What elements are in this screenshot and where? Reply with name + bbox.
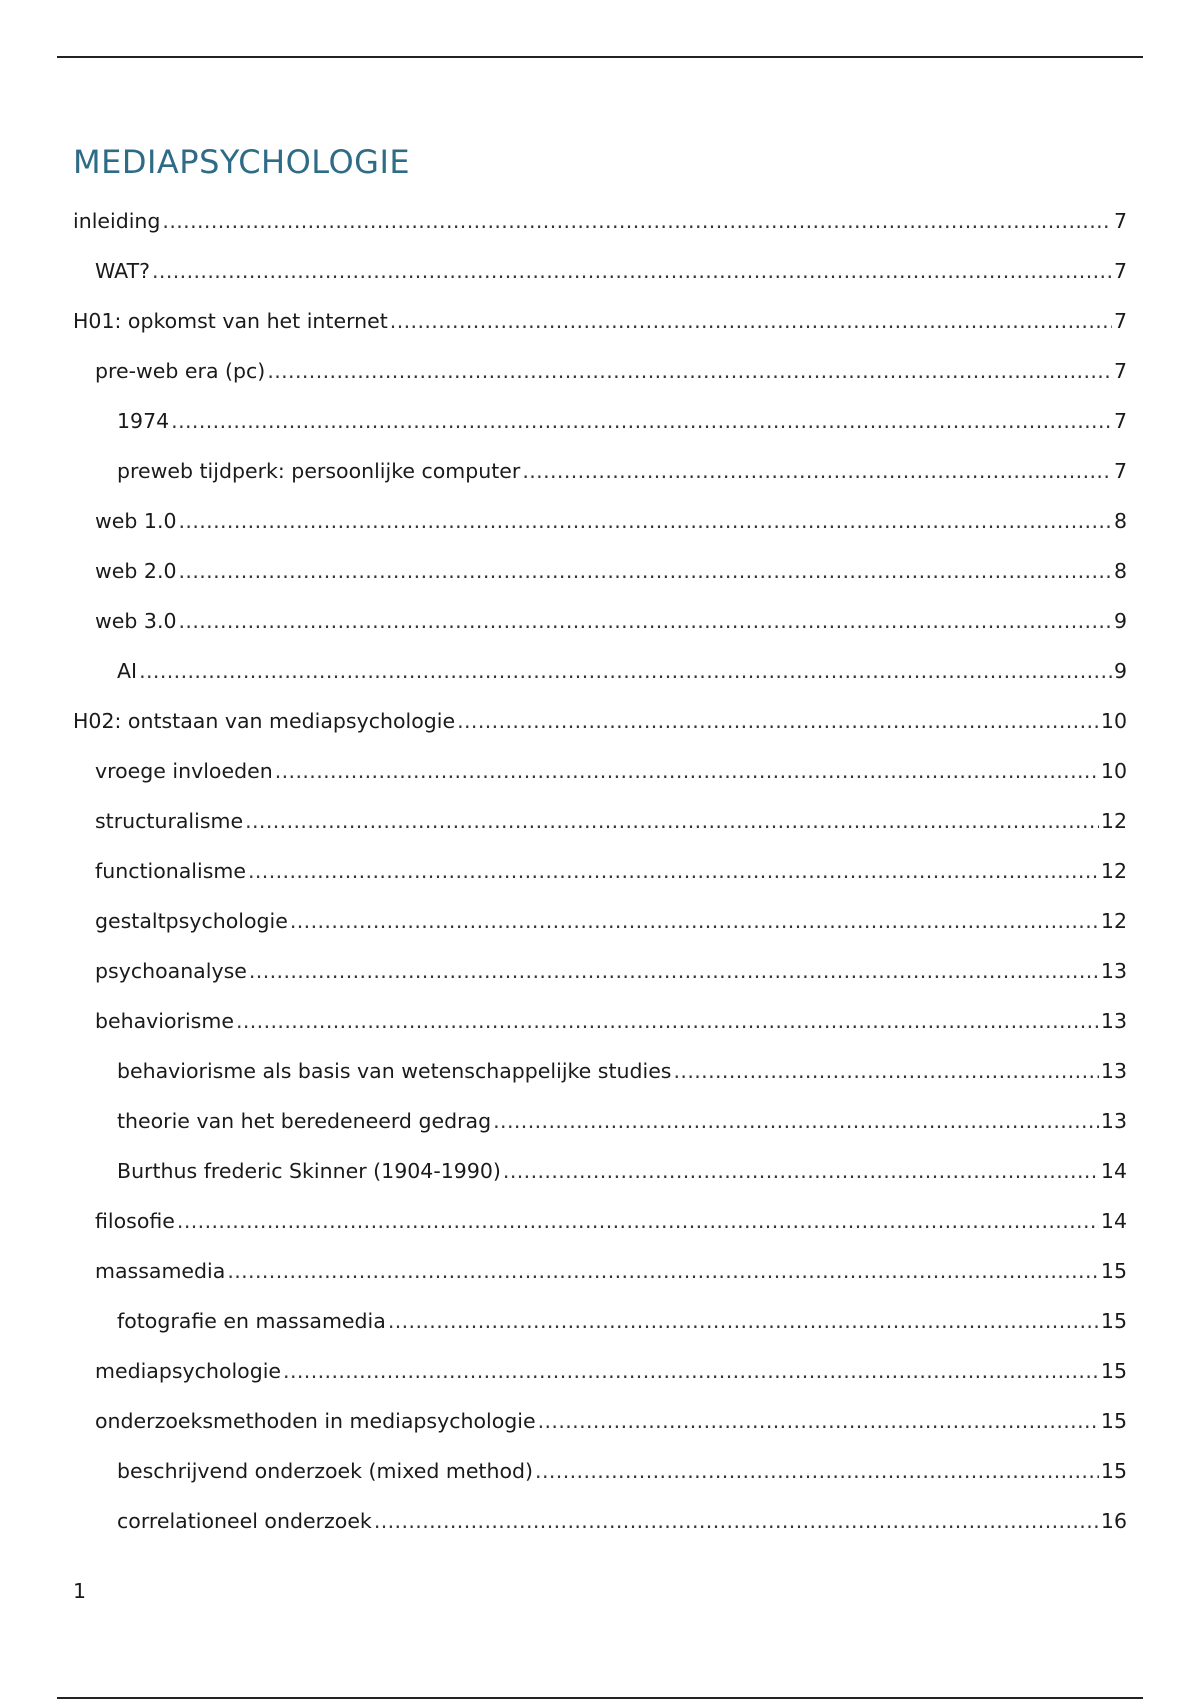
toc-entry[interactable]: [73, 203, 1127, 253]
toc-entry[interactable]: [73, 1453, 1127, 1503]
toc-dot-leader: [227, 1253, 1099, 1289]
toc-entry[interactable]: [73, 1303, 1127, 1353]
toc-entry-label: psychoanalyse: [95, 959, 247, 983]
toc-entry-label: pre-web era (pc): [95, 359, 266, 383]
toc-entry[interactable]: [73, 403, 1127, 453]
toc-entry-page: 12: [1100, 909, 1127, 933]
toc-entry-page: 9: [1113, 609, 1127, 633]
toc-dot-leader: [457, 703, 1099, 739]
toc-entry[interactable]: [73, 453, 1127, 503]
top-rule: [57, 56, 1143, 58]
toc-entry-label: preweb tijdperk: persoonlijke computer: [117, 459, 521, 483]
toc-entry-page: 7: [1113, 309, 1127, 333]
toc-entry-page: 13: [1100, 1059, 1127, 1083]
toc-entry-page: 9: [1113, 659, 1127, 683]
toc-entry-page: 7: [1113, 409, 1127, 433]
toc-entry[interactable]: [73, 603, 1127, 653]
toc-entry[interactable]: [73, 903, 1127, 953]
toc-entry[interactable]: [73, 253, 1127, 303]
toc-entry[interactable]: [73, 1253, 1127, 1303]
toc-entry-label: massamedia: [95, 1259, 226, 1283]
toc-entry-label: functionalisme: [95, 859, 246, 883]
toc-entry-label: gestaltpsychologie: [95, 909, 288, 933]
toc-entry[interactable]: [73, 1053, 1127, 1103]
toc-entry[interactable]: [73, 1153, 1127, 1203]
toc-entry-page: 8: [1113, 509, 1127, 533]
toc-dot-leader: [674, 1053, 1099, 1089]
toc-dot-leader: [390, 303, 1112, 339]
toc-dot-leader: [179, 553, 1112, 589]
toc-dot-leader: [522, 453, 1112, 489]
toc-dot-leader: [275, 753, 1099, 789]
toc-entry-page: 13: [1100, 1009, 1127, 1033]
toc-dot-leader: [139, 653, 1112, 689]
toc-entry-label: web 3.0: [95, 609, 177, 633]
toc-dot-leader: [538, 1403, 1099, 1439]
toc-entry-label: mediapsychologie: [95, 1359, 282, 1383]
toc-entry-label: Burthus frederic Skinner (1904-1990): [117, 1159, 501, 1183]
toc-dot-leader: [171, 403, 1112, 439]
toc-entry-page: 10: [1100, 759, 1127, 783]
toc-entry[interactable]: [73, 1203, 1127, 1253]
toc-entry-page: 13: [1100, 959, 1127, 983]
toc-entry-page: 10: [1100, 709, 1127, 733]
toc-entry[interactable]: [73, 703, 1127, 753]
toc-entry[interactable]: [73, 303, 1127, 353]
toc-entry-page: 7: [1113, 459, 1127, 483]
toc-dot-leader: [503, 1153, 1099, 1189]
toc-entry-label: AI: [117, 659, 138, 683]
toc-dot-leader: [152, 253, 1112, 289]
toc-entry-label: H02: ontstaan van mediapsychologie: [73, 709, 456, 733]
toc-dot-leader: [177, 1203, 1099, 1239]
toc-entry-page: 16: [1100, 1509, 1127, 1533]
toc-dot-leader: [388, 1303, 1099, 1339]
toc-entry-page: 15: [1100, 1309, 1127, 1333]
toc-dot-leader: [290, 903, 1099, 939]
toc-entry[interactable]: [73, 753, 1127, 803]
toc-dot-leader: [283, 1353, 1099, 1389]
toc-entry-page: 15: [1100, 1359, 1127, 1383]
toc-dot-leader: [179, 603, 1112, 639]
toc-dot-leader: [267, 353, 1112, 389]
toc-entry[interactable]: [73, 1353, 1127, 1403]
toc-entry-label: web 1.0: [95, 509, 177, 533]
toc-entry[interactable]: [73, 1003, 1127, 1053]
toc-entry[interactable]: [73, 653, 1127, 703]
toc-entry-page: 7: [1113, 259, 1127, 283]
toc-entry-page: 7: [1113, 209, 1127, 233]
toc-entry[interactable]: [73, 1503, 1127, 1553]
toc-entry-page: 15: [1100, 1409, 1127, 1433]
toc-dot-leader: [535, 1453, 1099, 1489]
toc-dot-leader: [245, 803, 1099, 839]
toc-dot-leader: [162, 203, 1112, 239]
page-number: 1: [73, 1579, 87, 1603]
toc-entry[interactable]: [73, 1103, 1127, 1153]
toc-dot-leader: [236, 1003, 1099, 1039]
toc-dot-leader: [374, 1503, 1099, 1539]
table-of-contents: [73, 203, 1127, 1553]
toc-entry-label: filosofie: [95, 1209, 175, 1233]
toc-entry-label: vroege invloeden: [95, 759, 273, 783]
toc-entry-page: 15: [1100, 1459, 1127, 1483]
toc-entry-label: theorie van het beredeneerd gedrag: [117, 1109, 492, 1133]
toc-entry-label: web 2.0: [95, 559, 177, 583]
toc-dot-leader: [493, 1103, 1099, 1139]
toc-entry-label: WAT?: [95, 259, 150, 283]
toc-entry[interactable]: [73, 803, 1127, 853]
toc-entry-label: onderzoeksmethoden in mediapsychologie: [95, 1409, 536, 1433]
toc-entry-page: 12: [1100, 859, 1127, 883]
toc-entry[interactable]: [73, 953, 1127, 1003]
toc-dot-leader: [249, 953, 1099, 989]
document-title: MEDIAPSYCHOLOGIE: [73, 143, 411, 181]
toc-entry-label: H01: opkomst van het internet: [73, 309, 388, 333]
toc-entry[interactable]: [73, 1403, 1127, 1453]
toc-entry-page: 15: [1100, 1259, 1127, 1283]
toc-entry[interactable]: [73, 353, 1127, 403]
bottom-rule: [57, 1697, 1143, 1699]
toc-dot-leader: [179, 503, 1112, 539]
toc-entry-label: inleiding: [73, 209, 161, 233]
toc-entry-page: 13: [1100, 1109, 1127, 1133]
toc-dot-leader: [248, 853, 1099, 889]
toc-entry-label: 1974: [117, 409, 170, 433]
toc-entry-label: fotografie en massamedia: [117, 1309, 386, 1333]
toc-entry[interactable]: [73, 503, 1127, 553]
toc-entry[interactable]: [73, 553, 1127, 603]
toc-entry-label: structuralisme: [95, 809, 244, 833]
toc-entry-page: 7: [1113, 359, 1127, 383]
toc-entry-page: 8: [1113, 559, 1127, 583]
toc-entry-page: 14: [1100, 1159, 1127, 1183]
toc-entry-page: 14: [1100, 1209, 1127, 1233]
toc-entry-label: behaviorisme: [95, 1009, 234, 1033]
toc-entry-label: correlationeel onderzoek: [117, 1509, 372, 1533]
toc-entry[interactable]: [73, 853, 1127, 903]
toc-entry-page: 12: [1100, 809, 1127, 833]
toc-entry-label: behaviorisme als basis van wetenschappelijke studies: [117, 1059, 672, 1083]
toc-entry-label: beschrijvend onderzoek (mixed method): [117, 1459, 534, 1483]
